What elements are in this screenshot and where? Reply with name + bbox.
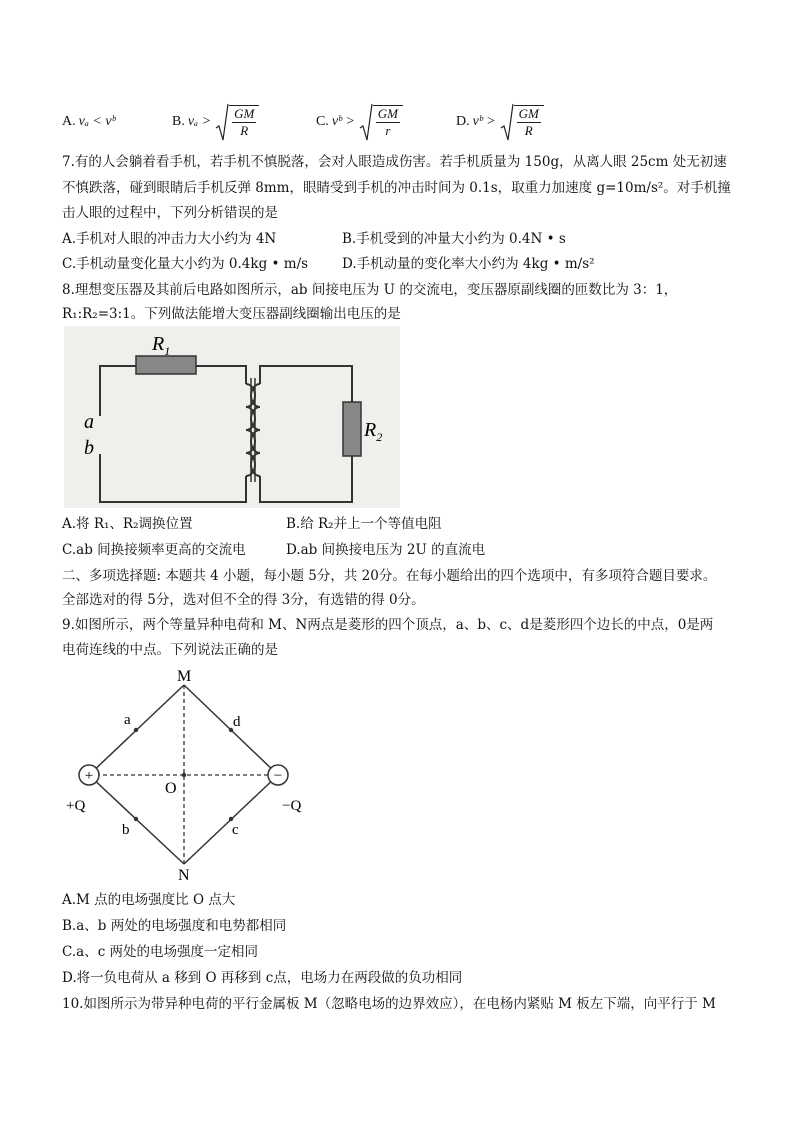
q9-stem-line-1: 9.如图所示，两个等量异种电荷和 M、N两点是菱形的四个顶点，a、b、c、d是菱形四个边长的中点，0是两	[62, 617, 714, 633]
q6-option-a-formula: vₐ < vᵇ	[78, 114, 116, 129]
q6-option-c-lhs: vᵇ >	[331, 114, 355, 129]
point-d-label: d	[233, 714, 241, 730]
q7-option-b: B.手机受到的冲量大小约为 0.4N • s	[342, 231, 566, 247]
transformer-circuit-diagram	[64, 326, 400, 508]
q10-stem-line-1: 10.如图所示为带异种电荷的平行金属板 M（忽略电场的边界效应），在电杨内紧贴 M 板左下端，向平行于 M	[62, 996, 716, 1012]
q6-option-d-sqrt	[500, 102, 544, 142]
point-b-label: b	[122, 822, 130, 838]
plus-sign: +	[84, 768, 94, 784]
q7-option-a: A.手机对人眼的冲击力大小约为 4N	[62, 231, 277, 247]
terminal-a-label: a	[84, 411, 94, 433]
q6-option-a-prefix: A.	[62, 114, 76, 129]
q9-stem-line-2: 电荷连线的中点。下列说法正确的是	[62, 642, 278, 658]
q6-option-c-den: r	[385, 123, 391, 138]
q6-option-d-den: R	[524, 123, 533, 138]
section2-line-2: 全部选对的得 5分，选对但不全的得 3分，有选错的得 0分。	[62, 592, 425, 608]
q6-option-d-num: GM	[518, 106, 539, 121]
resistor-r1-icon	[136, 356, 196, 374]
q7-option-c: C.手机动量变化量大小约为 0.4kg • m/s	[62, 256, 309, 272]
q6-option-b-sqrt	[215, 102, 259, 142]
resistor-r2-icon	[343, 402, 361, 456]
point-c-label: c	[232, 822, 239, 838]
q7-stem-line-3: 击人眼的过程中，下列分析错误的是	[62, 205, 278, 221]
point-n-label: N	[178, 867, 190, 882]
q6-option-b-lhs: vₐ >	[187, 114, 212, 129]
q6-option-b-den: R	[240, 123, 249, 138]
point-m-label: M	[177, 668, 192, 685]
q6-option-c-prefix: C.	[316, 114, 329, 129]
q7-stem-line-2: 不慎跌落，碰到眼睛后手机反弹 8mm，眼睛受到手机的冲击时间为 0.1s，取重力加速度 g=10m/s²。对手机撞	[62, 180, 731, 196]
charge-minus-q-label: −Q	[282, 798, 302, 814]
q6-option-c-num: GM	[377, 106, 398, 121]
q8-option-c: C.ab 间换接频率更高的交流电	[62, 542, 246, 558]
sqrt-sign-icon	[500, 102, 514, 142]
q6-option-d	[456, 100, 544, 144]
point-o-label: O	[165, 780, 177, 797]
q6-option-b-prefix: B.	[172, 114, 185, 129]
q9-option-a: A.M 点的电场强度比 O 点大	[62, 892, 236, 908]
rhombus-charge-diagram	[60, 664, 320, 882]
q9-option-d: D.将一负电荷从 a 移到 O 再移到 c点，电场力在两段做的负功相同	[62, 970, 463, 986]
point-a-label: a	[124, 712, 131, 728]
sqrt-sign-icon	[359, 102, 373, 142]
label-r2: $R_2$	[364, 419, 383, 444]
q6-option-a	[62, 100, 115, 144]
q9-option-b: B.a、b 两处的电场强度和电势都相同	[62, 918, 287, 934]
terminal-b-label: b	[84, 437, 94, 459]
q8-option-a: A.将 R₁、R₂调换位置	[62, 516, 193, 532]
q8-option-d: D.ab 间换接电压为 2U 的直流电	[286, 542, 486, 558]
q6-option-d-lhs: vᵇ >	[472, 114, 496, 129]
sqrt-sign-icon	[215, 102, 229, 142]
charge-plus-q-label: +Q	[66, 798, 86, 814]
q8-stem-line-1: 8.理想变压器及其前后电路如图所示，ab 间接电压为 U 的交流电，变压器原副线圈的匝数比为 3：1，	[62, 282, 678, 298]
label-r1: $R_1$	[152, 333, 171, 358]
q7-stem-line-1: 7.有的人会躺着看手机，若手机不慎脱落，会对人眼造成伤害。若手机质量为 150g，从离人眼 25cm 处无初速	[62, 154, 727, 170]
q6-option-b-num: GM	[234, 106, 255, 121]
q8-option-b: B.给 R₂并上一个等值电阻	[286, 516, 442, 532]
q6-option-d-prefix: D.	[456, 114, 470, 129]
q6-option-c-sqrt	[359, 102, 403, 142]
q8-stem-line-2: R₁:R₂=3:1。下列做法能增大变压器副线圈输出电压的是	[62, 306, 401, 322]
section2-line-1: 二、多项选择题: 本题共 4 小题，每小题 5分，共 20分。在每小题给出的四个选项中，有多项符合题目要求。	[62, 568, 717, 584]
q6-option-b	[172, 100, 259, 144]
q7-option-d: D.手机动量的变化率大小约为 4kg • m/s²	[342, 256, 595, 272]
minus-sign: −	[273, 768, 283, 784]
q9-option-c: C.a、c 两处的电场强度一定相同	[62, 944, 259, 960]
q6-option-c	[316, 100, 403, 144]
